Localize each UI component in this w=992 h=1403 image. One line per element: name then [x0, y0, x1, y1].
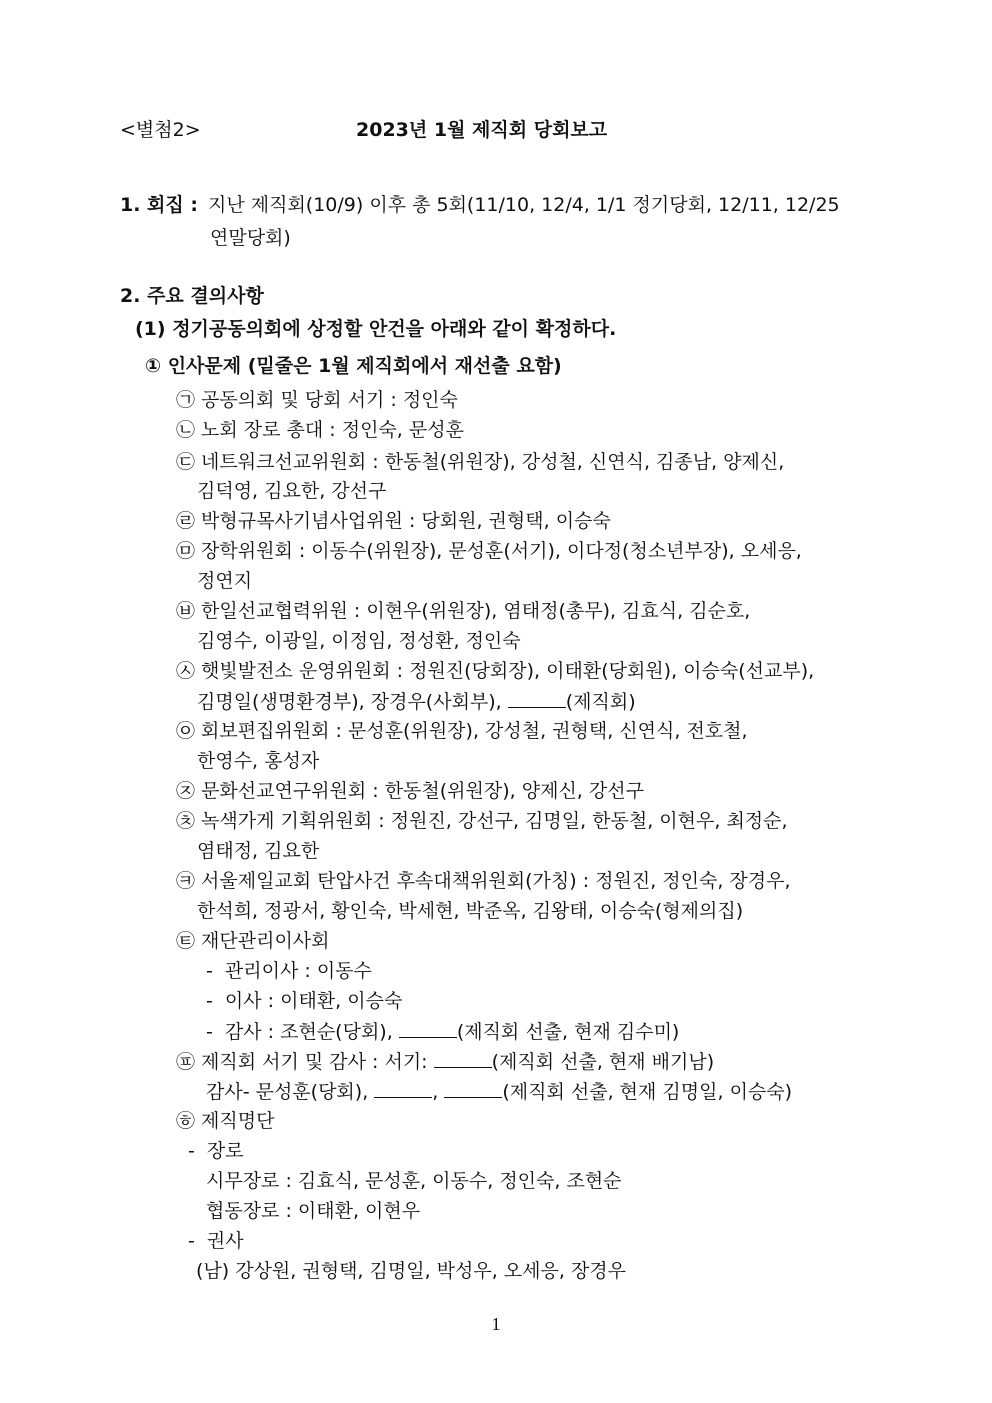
list-text: , — [432, 1081, 445, 1103]
list-item-cont: 한영수, 홍성자 — [197, 750, 320, 772]
section1-text: 지난 제직회(10/9) 이후 총 5회(11/10, 12/4, 1/1 정기당회, 12/11, 12/25 — [208, 194, 840, 216]
sub-item: - 관리이사 : 이동수 — [206, 960, 372, 982]
section2-sub1: (1) 정기공동의회에 상정할 안건을 아래와 같이 확정하다. — [135, 318, 617, 340]
section2-item1: ① 인사문제 (밑줄은 1월 제직회에서 재선출 요함) — [145, 355, 562, 377]
list-text: ㉬ 제직회 서기 및 감사 : 서기: — [176, 1051, 434, 1073]
list-item: ㉨ 문화선교연구위원회 : 한동철(위원장), 양제신, 강선구 — [176, 780, 644, 802]
list-text: (제직회 선출, 현재 김명일, 이승숙) — [502, 1081, 793, 1103]
sub-item: (남) 강상원, 권형택, 김명일, 박성우, 오세응, 장경우 — [196, 1260, 626, 1282]
list-item: ㉩ 녹색가게 기획위원회 : 정원진, 강선구, 김명일, 한동철, 이현우, 최정순, — [176, 810, 788, 832]
list-item-cont: 정연지 — [197, 570, 253, 592]
list-text: (제직회 선출, 현재 배기남) — [491, 1051, 715, 1073]
list-item-cont — [197, 689, 636, 714]
list-item-cont: 김영수, 이광일, 이정임, 정성환, 정인숙 — [197, 630, 521, 652]
blank-line — [374, 1079, 432, 1098]
list-item: ㉦ 햇빛발전소 운영위원회 : 정원진(당회장), 이태환(당회원), 이승숙(선교부), — [176, 660, 815, 682]
document-title: 2023년 1월 제직회 당회보고 — [356, 119, 608, 141]
list-item: ㉠ 공동의회 및 당회 서기 : 정인숙 — [176, 389, 458, 411]
section2-heading: 2. 주요 결의사항 — [120, 285, 264, 307]
blank-line — [508, 689, 566, 708]
list-item: ㉢ 네트워크선교위원회 : 한동철(위원장), 강성철, 신연식, 김종남, 양제신, — [176, 451, 785, 473]
list-item: ㉧ 회보편집위원회 : 문성훈(위원장), 강성철, 권형택, 신연식, 전호철, — [176, 720, 748, 742]
list-item — [176, 1049, 714, 1074]
sub-item: 협동장로 : 이태환, 이현우 — [206, 1200, 421, 1222]
sub-item: 시무장로 : 김효식, 문성훈, 이동수, 정인숙, 조현순 — [206, 1170, 622, 1192]
list-item: ㉣ 박형규목사기념사업위원 : 당회원, 권형택, 이승숙 — [176, 510, 611, 532]
list-item-cont: 염태정, 김요한 — [197, 840, 320, 862]
list-item: ㉡ 노회 장로 총대 : 정인숙, 문성훈 — [176, 419, 464, 441]
section1-text-cont: 연말당회) — [210, 227, 291, 249]
list-item: ㉫ 재단관리이사회 — [176, 930, 330, 952]
sub-item: - 권사 — [188, 1230, 244, 1252]
list-item: ㉤ 장학위원회 : 이동수(위원장), 문성훈(서기), 이다정(청소년부장), 오세응, — [176, 540, 802, 562]
page-number: 1 — [491, 1314, 501, 1334]
list-item-cont: 김덕영, 김요한, 강선구 — [197, 480, 387, 502]
sub-item — [206, 1019, 679, 1044]
attachment-label: <별첨2> — [120, 119, 201, 141]
blank-line — [399, 1019, 457, 1038]
list-item-cont: 한석희, 정광서, 황인숙, 박세현, 박준옥, 김왕태, 이승숙(형제의집) — [197, 900, 744, 922]
list-text: 김명일(생명환경부), 장경우(사회부), — [197, 691, 508, 713]
sub-item: - 이사 : 이태환, 이승숙 — [206, 990, 403, 1012]
list-text: - 감사 : 조현순(당회), — [206, 1021, 399, 1043]
list-item-cont — [206, 1079, 792, 1104]
list-item: ㉪ 서울제일교회 탄압사건 후속대책위원회(가칭) : 정원진, 정인숙, 장경우, — [176, 870, 791, 892]
list-item: ㉭ 제직명단 — [176, 1110, 275, 1132]
section1-label: 1. 회집 : — [120, 194, 198, 216]
sub-item: - 장로 — [188, 1140, 244, 1162]
list-text: (제직회) — [565, 691, 636, 713]
blank-line — [434, 1049, 492, 1068]
list-item: ㉥ 한일선교협력위원 : 이현우(위원장), 염태정(총무), 김효식, 김순호, — [176, 600, 751, 622]
list-text: 감사- 문성훈(당회), — [206, 1081, 375, 1103]
list-text: (제직회 선출, 현재 김수미) — [456, 1021, 680, 1043]
blank-line — [444, 1079, 502, 1098]
